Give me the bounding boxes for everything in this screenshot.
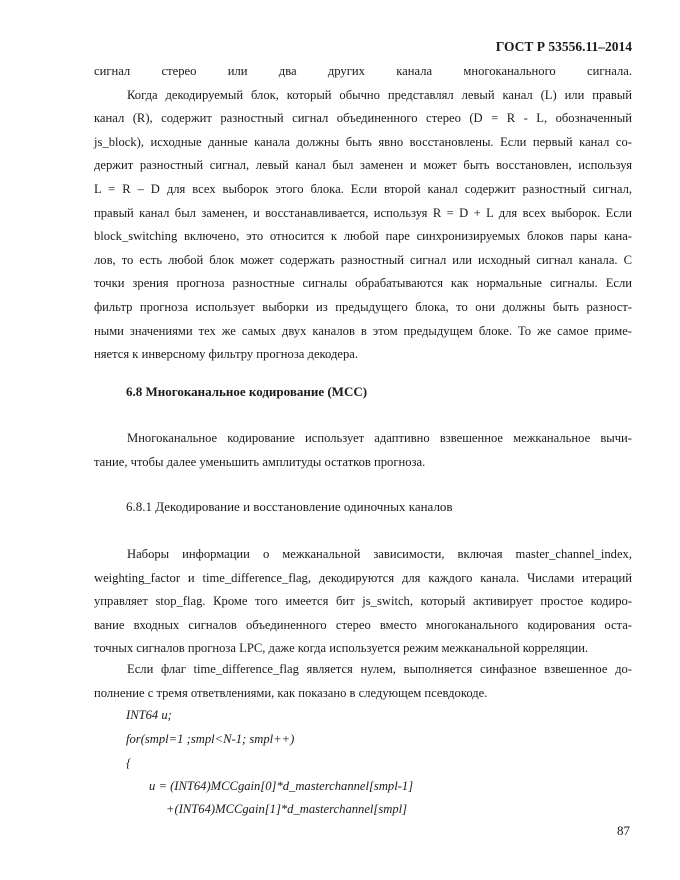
paragraph-time-difference xyxy=(94,658,632,705)
text-line: Если флаг time_difference_flag является нулем, выполняется синфазное взвешенное до- xyxy=(127,662,632,676)
text-line: лов, то есть любой блок может содержать разностный сигнал или исходный сигнал канала. С xyxy=(94,252,632,267)
text-line: няется к инверсному фильтру прогноза декодера. xyxy=(94,347,358,362)
code-line: { xyxy=(126,756,132,770)
text-line: управляет stop_flag. Кроме того имеется бит js_switch, который активирует простое кодиро- xyxy=(94,594,632,609)
text-line: ными значениями тех же самых двух каналов в этом предыдущем блоке. То же самое приме- xyxy=(94,323,632,338)
paragraph-interchannel-info xyxy=(94,543,632,661)
text-line: Многоканальное кодирование использует адаптивно взвешенное межканальное вычи- xyxy=(127,431,632,445)
text-line: block_switching включено, это относится к любой паре синхронизируемых блоков пары кана- xyxy=(94,229,632,244)
text-line: фильтр прогноза использует выборки из предыдущего блока, то они должны быть разност- xyxy=(94,299,632,314)
text-line: Наборы информации о межканальной зависимости, включая master_channel_index, xyxy=(127,547,632,561)
text-line: точки зрения прогноза разностные сигналы обрабатываются как нормальные сигналы. Если xyxy=(94,276,632,291)
text-line: канал (R), содержит разностный сигнал объединенного стерео (D = R - L, обозначенный xyxy=(94,111,632,126)
code-line: u = (INT64)MCCgain[0]*d_masterchannel[smpl-1] xyxy=(149,779,414,793)
code-line: +(INT64)MCCgain[1]*d_masterchannel[smpl] xyxy=(166,802,408,816)
text-line: тание, чтобы далее уменьшить амплитуды остатков прогноза. xyxy=(94,454,426,469)
text-line: вание входных сигналов объединенного стерео вместо многоканального кодирования оста- xyxy=(94,617,632,632)
text-line: полнение с тремя ответвлениями, как показано в следующем псевдокоде. xyxy=(94,685,488,700)
paragraph-joint-stereo xyxy=(94,60,632,367)
text-line: Когда декодируемый блок, который обычно представлял левый канал (L) или правый xyxy=(127,87,632,102)
text-line: js_block), исходные данные канала должны быть явно восстановлены. Если первый канал со- xyxy=(94,134,632,149)
code-line: for(smpl=1 ;smpl<N-1; smpl++) xyxy=(126,732,295,746)
text-line: weighting_factor и time_difference_flag, декодируются для каждого канала. Числами итераций xyxy=(94,570,632,585)
text-line: правый канал был заменен, и восстанавливается, используя R = D + L для всех выборок. Если xyxy=(94,205,632,220)
text-line: держит разностный сигнал, левый канал был заменен и может быть восстановлен, используя xyxy=(94,158,632,173)
code-line: INT64 u; xyxy=(126,708,172,722)
text-line: точных сигналов прогноза LPC, даже когда используется режим межканальной корреляции. xyxy=(94,641,589,656)
document-header: ГОСТ Р 53556.11–2014 xyxy=(495,39,632,54)
section-heading-6-8-1: 6.8.1 Декодирование и восстановление одиночных каналов xyxy=(126,499,453,514)
paragraph-mcc-intro xyxy=(94,427,632,474)
section-heading-6-8: 6.8 Многоканальное кодирование (MCC) xyxy=(126,384,368,399)
page-number: 87 xyxy=(617,823,630,838)
text-line: L = R – D для всех выборок этого блока. Если второй канал содержит разностный сигнал, xyxy=(94,181,632,196)
text-line: сигнал стерео или два других канала многоканального сигнала. xyxy=(94,64,632,78)
